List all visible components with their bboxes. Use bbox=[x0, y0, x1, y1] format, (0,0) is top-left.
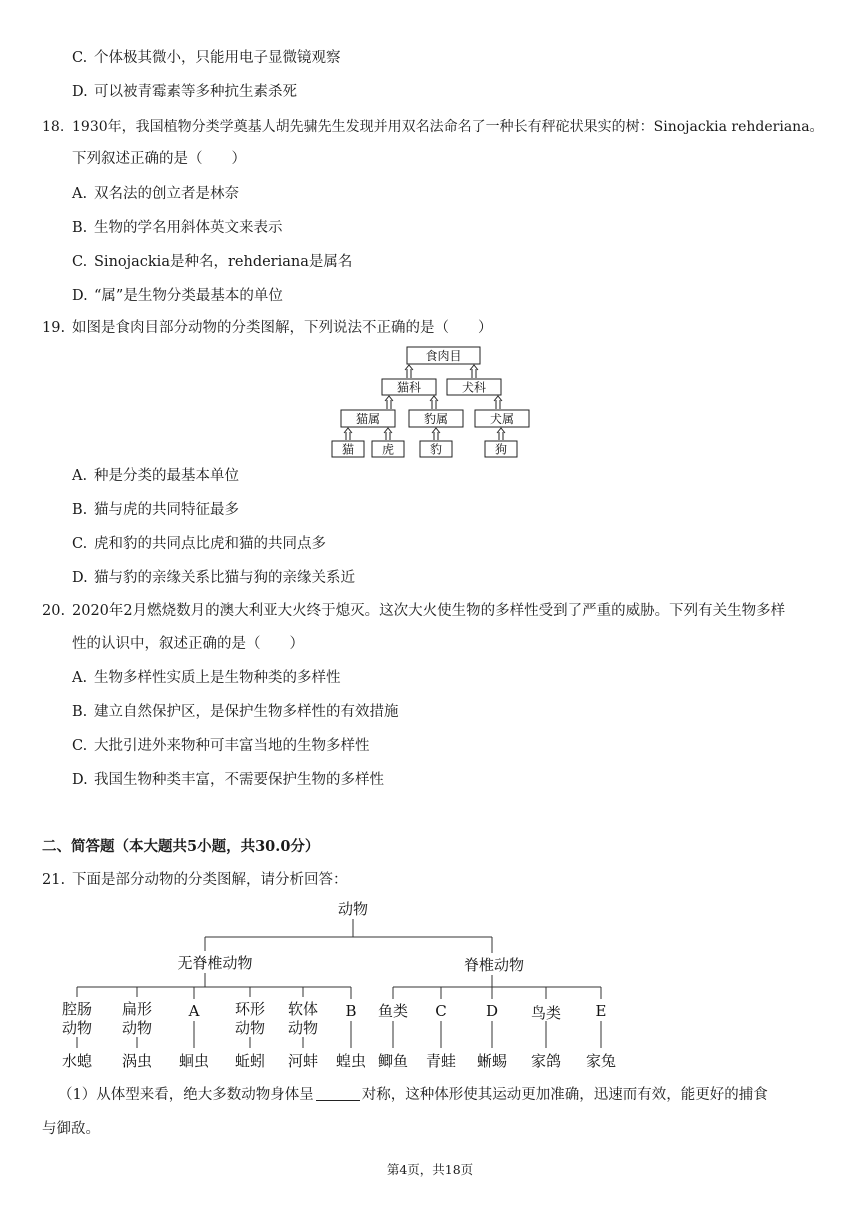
q19-option-c: C. 虎和豹的共同点比虎和猫的共同点多 bbox=[72, 536, 326, 552]
label-species-dog: 狗 bbox=[494, 442, 508, 457]
q18-option-d: D. “属”是生物分类最基本的单位 bbox=[72, 288, 283, 304]
group-fish: 鱼类 bbox=[377, 1002, 409, 1020]
label-family-dog: 犬科 bbox=[461, 380, 487, 395]
label-species-leopard: 豹 bbox=[429, 442, 443, 457]
node-vertebrates: 脊椎动物 bbox=[463, 956, 525, 974]
node-root: 动物 bbox=[337, 900, 369, 918]
q18-option-c: C. Sinojackia是种名，rehderiana是属名 bbox=[72, 254, 353, 270]
group-annelid-l2: 动物 bbox=[234, 1019, 266, 1037]
animal-pigeon: 家鸽 bbox=[530, 1052, 562, 1070]
group-coelenterata-l2: 动物 bbox=[61, 1019, 93, 1037]
carnivora-classification-diagram bbox=[325, 343, 540, 461]
animal-planarian: 涡虫 bbox=[121, 1052, 153, 1070]
group-e: E bbox=[595, 1002, 607, 1020]
q18-option-a: A. 双名法的创立者是林奈 bbox=[72, 186, 239, 202]
group-mollusk-l2: 动物 bbox=[287, 1019, 319, 1037]
group-flatworm-l2: 动物 bbox=[121, 1019, 153, 1037]
animal-frog: 青蛙 bbox=[425, 1052, 457, 1070]
label-genus-cat: 猫属 bbox=[355, 412, 381, 426]
group-d: D bbox=[485, 1002, 499, 1020]
group-annelid-l1: 环形 bbox=[234, 1000, 266, 1018]
node-invertebrates: 无脊椎动物 bbox=[177, 954, 253, 972]
q21-stem: 21. 下面是部分动物的分类图解，请分析回答： bbox=[42, 872, 348, 888]
group-flatworm-l1: 扁形 bbox=[121, 1000, 153, 1018]
q19-stem: 19. 如图是食肉目部分动物的分类图解，下列说法不正确的是（ ） bbox=[42, 320, 493, 336]
q21-sub1-line1: （1）从体型来看，绝大多数动物身体呈 对称，这种体形使其运动更加准确，迅速而有效，能更好的捕食 bbox=[58, 1087, 768, 1103]
label-species-cat: 猫 bbox=[341, 442, 355, 457]
animal-locust: 蝗虫 bbox=[335, 1052, 367, 1070]
q20-option-a: A. 生物多样性实质上是生物种类的多样性 bbox=[72, 670, 341, 686]
animal-rabbit: 家兔 bbox=[585, 1052, 617, 1070]
group-c: C bbox=[435, 1002, 447, 1020]
arrow-icon bbox=[344, 365, 505, 440]
q17-option-d: D. 可以被青霉素等多种抗生素杀死 bbox=[72, 84, 297, 100]
label-order: 食肉目 bbox=[425, 349, 462, 363]
answer-blank[interactable] bbox=[316, 1086, 360, 1101]
q19-option-a: A. 种是分类的最基本单位 bbox=[72, 468, 239, 484]
animal-earthworm: 蚯蚓 bbox=[234, 1052, 266, 1070]
label-genus-dog: 犬属 bbox=[489, 412, 515, 426]
page-footer: 第4页，共18页 bbox=[386, 1162, 474, 1177]
q19-option-b: B. 猫与虎的共同特征最多 bbox=[72, 502, 239, 518]
section-title: 二、简答题（本大题共5小题，共30.0分） bbox=[42, 838, 320, 855]
group-coelenterata-l1: 腔肠 bbox=[61, 1000, 93, 1018]
q20-stem-line1: 20. 2020年2月燃烧数月的澳大利亚大火终于熄灭。这次大火使生物的多样性受到了严重的威胁。下列有关生物多样 bbox=[42, 603, 786, 619]
label-species-tiger: 虎 bbox=[381, 442, 395, 457]
animal-carp: 鲫鱼 bbox=[377, 1052, 409, 1070]
q20-stem-line2: 性的认识中，叙述正确的是（ ） bbox=[72, 636, 304, 652]
q20-option-d: D. 我国生物种类丰富，不需要保护生物的多样性 bbox=[72, 772, 384, 788]
q18-stem-line1: 18. 1930年，我国植物分类学奠基人胡先骕先生发现并用双名法命名了一种长有秤砣状果实的树：Sinojackia rehderiana。 bbox=[42, 119, 824, 135]
q19-option-d: D. 猫与豹的亲缘关系比猫与狗的亲缘关系近 bbox=[72, 570, 355, 586]
q18-stem-line2: 下列叙述正确的是（ ） bbox=[72, 151, 246, 167]
group-a: A bbox=[188, 1002, 200, 1020]
q21-sub1-line2: 与御敌。 bbox=[42, 1121, 100, 1137]
label-genus-leopard: 豹属 bbox=[423, 412, 449, 426]
q17-option-c: C. 个体极其微小，只能用电子显微镜观察 bbox=[72, 50, 341, 66]
animal-roundworm: 蛔虫 bbox=[178, 1052, 210, 1070]
group-mollusk-l1: 软体 bbox=[287, 1000, 319, 1018]
label-family-cat: 猫科 bbox=[396, 380, 422, 395]
animal-classification-diagram bbox=[60, 895, 640, 1077]
q20-option-b: B. 建立自然保护区，是保护生物多样性的有效措施 bbox=[72, 704, 399, 720]
animal-mussel: 河蚌 bbox=[287, 1052, 319, 1070]
q20-option-c: C. 大批引进外来物种可丰富当地的生物多样性 bbox=[72, 738, 370, 754]
animal-hydra: 水螅 bbox=[61, 1052, 93, 1070]
group-birds: 鸟类 bbox=[530, 1004, 562, 1022]
q18-option-b: B. 生物的学名用斜体英文来表示 bbox=[72, 220, 283, 236]
group-b: B bbox=[345, 1002, 357, 1020]
animal-lizard: 蜥蜴 bbox=[476, 1052, 508, 1070]
